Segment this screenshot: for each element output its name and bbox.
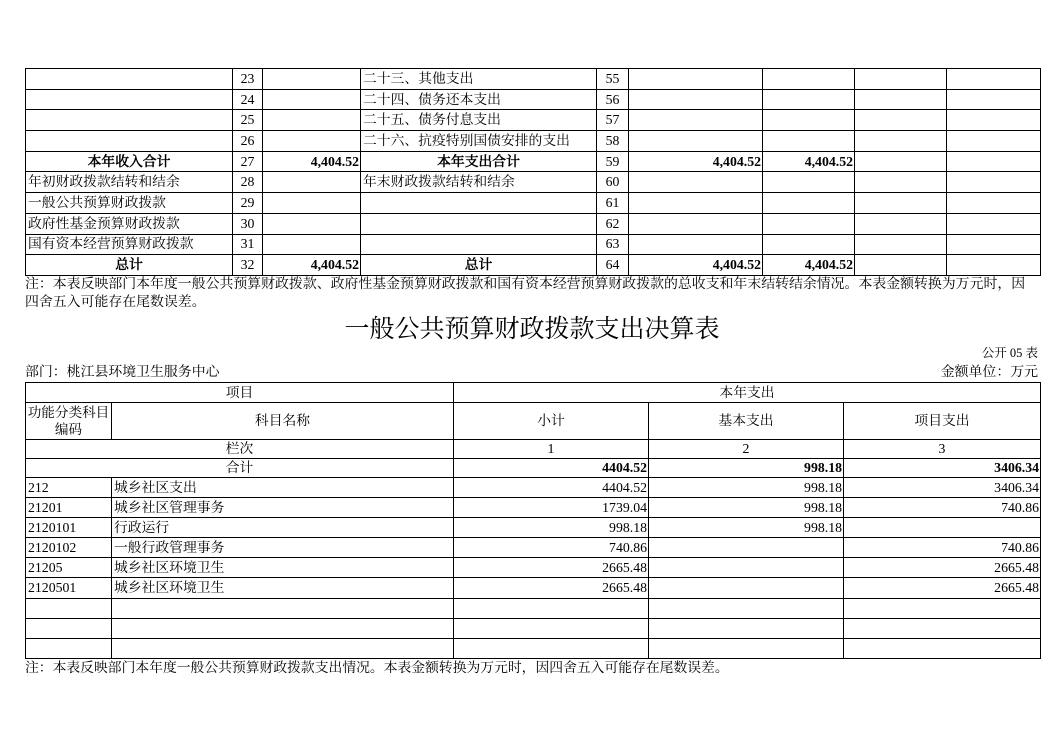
expense-amount-cell [629,234,763,255]
expense-amount-cell [763,193,855,214]
expense-item-cell: 二十三、其他支出 [361,69,597,90]
expense-amount-cell [947,89,1041,110]
expense-total-amount-cell [855,151,947,172]
column-index-cell: 2 [649,440,844,459]
page-title: 一般公共预算财政拨款支出决算表 [344,316,720,343]
table-row [26,578,1041,598]
subject-name-cell: 一般行政管理事务 [112,538,454,558]
expense-grand-total-amount-cell: 4,404.52 [763,255,855,276]
income-line-no-cell: 23 [233,69,263,90]
summary-table-note [25,276,1025,312]
income-expense-summary-table [25,68,1041,276]
summary-note-line: 注：本表反映部门本年度一般公共预算财政拨款、政府性基金预算财政拨款和国有资本经营预算财政拨款的总收支和年末结转结余情况。本表金额转换为万元时，因 [25,277,1026,292]
subject-name-cell: 城乡社区管理事务 [112,498,454,518]
column-index-cell: 1 [454,440,649,459]
subject-name-cell [112,638,454,658]
table-row [26,558,1041,578]
income-line-no-cell: 25 [233,110,263,131]
table-row [26,538,1041,558]
income-item-cell: 年初财政拨款结转和结余 [26,172,233,193]
basic-cell: 998.18 [649,478,844,498]
income-total-amount-cell: 4,404.52 [263,151,361,172]
expense-amount-cell [763,69,855,90]
table-row [26,638,1041,658]
header-project: 项目支出 [844,403,1041,440]
project-cell [844,518,1041,538]
subtotal-cell: 4404.52 [454,478,649,498]
expense-grand-total-amount-cell [855,255,947,276]
subject-code-cell: 2120101 [26,518,112,538]
income-line-no-cell: 30 [233,213,263,234]
basic-cell [649,618,844,638]
expense-item-cell: 二十四、债务还本支出 [361,89,597,110]
table-row [26,618,1041,638]
expense-grand-total-amount-cell [947,255,1041,276]
income-grand-total-amount-cell: 4,404.52 [263,255,361,276]
income-amount-cell [263,89,361,110]
subject-code-cell: 21205 [26,558,112,578]
summary-total-row [26,151,1041,172]
expense-table-note: 注：本表反映部门本年度一般公共预算财政拨款支出情况。本表金额转换为万元时，因四舍五入可能存在尾数误差。 [25,660,729,675]
expense-line-no-cell: 59 [597,151,629,172]
basic-cell: 998.18 [649,518,844,538]
expense-line-no-cell: 64 [597,255,629,276]
income-item-cell [26,131,233,152]
table-row [26,478,1041,498]
expense-amount-cell [629,131,763,152]
income-amount-cell [263,193,361,214]
income-item-cell: 政府性基金预算财政拨款 [26,213,233,234]
income-item-cell [26,69,233,90]
expense-grand-total-amount-cell: 4,404.52 [629,255,763,276]
subject-code-cell: 2120102 [26,538,112,558]
income-item-cell [26,89,233,110]
project-cell: 2665.48 [844,578,1041,598]
project-cell [844,618,1041,638]
expense-total-amount-cell: 4,404.52 [763,151,855,172]
subject-code-cell: 2120501 [26,578,112,598]
expense-amount-cell [763,110,855,131]
subtotal-cell [454,598,649,618]
subtotal-cell [454,638,649,658]
subject-code-cell: 212 [26,478,112,498]
summary-row [26,234,1041,255]
income-line-no-cell: 24 [233,89,263,110]
total-label: 合计 [26,459,454,478]
subject-name-cell [112,598,454,618]
column-index-cell: 3 [844,440,1041,459]
summary-row [26,213,1041,234]
header-item-group: 项目 [26,383,454,403]
income-item-cell: 国有资本经营预算财政拨款 [26,234,233,255]
summary-row [26,131,1041,152]
expense-amount-cell [763,89,855,110]
expense-amount-cell [629,110,763,131]
subject-name-cell: 城乡社区支出 [112,478,454,498]
expense-amount-cell [855,172,947,193]
expense-line-no-cell: 58 [597,131,629,152]
expense-amount-cell [855,213,947,234]
expense-item-cell [361,234,597,255]
department-label: 部门：桃江县环境卫生服务中心 [25,365,220,380]
project-cell: 740.86 [844,538,1041,558]
basic-cell [649,538,844,558]
income-line-no-cell: 32 [233,255,263,276]
expense-item-cell [361,193,597,214]
subject-name-cell: 城乡社区环境卫生 [112,558,454,578]
project-cell [844,598,1041,618]
expense-line-no-cell: 60 [597,172,629,193]
table-row [26,518,1041,538]
subject-name-cell: 城乡社区环境卫生 [112,578,454,598]
expense-line-no-cell: 61 [597,193,629,214]
subtotal-cell: 740.86 [454,538,649,558]
expense-amount-cell [629,69,763,90]
summary-row [26,172,1041,193]
expense-table [25,382,1041,659]
total-row [26,459,1041,478]
header-code: 功能分类科目编码 [26,403,112,440]
income-line-no-cell: 27 [233,151,263,172]
expense-amount-cell [629,193,763,214]
expense-line-no-cell: 57 [597,110,629,131]
income-grand-total-label-cell: 总计 [26,255,233,276]
summary-grand-total-row [26,255,1041,276]
income-item-cell: 一般公共预算财政拨款 [26,193,233,214]
expense-amount-cell [763,172,855,193]
income-amount-cell [263,110,361,131]
income-line-no-cell: 28 [233,172,263,193]
expense-item-cell: 年末财政拨款结转和结余 [361,172,597,193]
expense-amount-cell [855,110,947,131]
expense-amount-cell [629,89,763,110]
subject-code-cell: 21201 [26,498,112,518]
subject-code-cell [26,618,112,638]
expense-total-amount-cell: 4,404.52 [629,151,763,172]
expense-amount-cell [947,193,1041,214]
basic-cell [649,598,844,618]
form-code: 公开 05 表 [981,346,1038,360]
amount-unit-label: 金额单位：万元 [940,365,1038,380]
income-amount-cell [263,172,361,193]
income-line-no-cell: 26 [233,131,263,152]
expense-item-cell: 二十六、抗疫特别国债安排的支出 [361,131,597,152]
table-row [26,498,1041,518]
income-amount-cell [263,131,361,152]
expense-amount-cell [763,131,855,152]
subtotal-cell [454,618,649,638]
income-amount-cell [263,234,361,255]
project-cell [844,638,1041,658]
expense-amount-cell [947,213,1041,234]
subject-code-cell [26,638,112,658]
expense-amount-cell [855,89,947,110]
summary-row [26,193,1041,214]
summary-row [26,110,1041,131]
expense-total-amount-cell [947,151,1041,172]
total-subtotal-cell: 4404.52 [454,459,649,478]
subtotal-cell: 998.18 [454,518,649,538]
expense-amount-cell [855,234,947,255]
expense-amount-cell [629,172,763,193]
expense-amount-cell [947,110,1041,131]
project-cell: 3406.34 [844,478,1041,498]
column-index-label: 栏次 [26,440,454,459]
expense-amount-cell [855,69,947,90]
project-cell: 740.86 [844,498,1041,518]
expense-amount-cell [763,234,855,255]
expense-line-no-cell: 56 [597,89,629,110]
expense-amount-cell [947,172,1041,193]
expense-amount-cell [947,69,1041,90]
basic-cell [649,578,844,598]
income-amount-cell [263,69,361,90]
expense-amount-cell [855,193,947,214]
expense-item-cell: 二十五、债务付息支出 [361,110,597,131]
expense-amount-cell [629,213,763,234]
income-line-no-cell: 29 [233,193,263,214]
header-name: 科目名称 [112,403,454,440]
expense-amount-cell [763,213,855,234]
summary-note-line: 四舍五入可能存在尾数误差。 [25,295,206,310]
income-item-cell [26,110,233,131]
project-cell: 2665.48 [844,558,1041,578]
expense-line-no-cell: 63 [597,234,629,255]
expense-grand-total-label-cell: 总计 [361,255,597,276]
expense-total-label-cell: 本年支出合计 [361,151,597,172]
header-row [26,403,1041,440]
expense-item-cell [361,213,597,234]
subject-name-cell: 行政运行 [112,518,454,538]
total-project-cell: 3406.34 [844,459,1041,478]
column-index-row [26,440,1041,459]
expense-amount-cell [947,131,1041,152]
basic-cell [649,558,844,578]
income-amount-cell [263,213,361,234]
expense-line-no-cell: 62 [597,213,629,234]
basic-cell [649,638,844,658]
subtotal-cell: 1739.04 [454,498,649,518]
header-row [26,383,1041,403]
table-row [26,598,1041,618]
header-basic: 基本支出 [649,403,844,440]
subject-name-cell [112,618,454,638]
subject-code-cell [26,598,112,618]
header-current-year-group: 本年支出 [454,383,1041,403]
total-basic-cell: 998.18 [649,459,844,478]
expense-amount-cell [855,131,947,152]
summary-row [26,89,1041,110]
header-subtotal: 小计 [454,403,649,440]
expense-amount-cell [947,234,1041,255]
income-total-label-cell: 本年收入合计 [26,151,233,172]
basic-cell: 998.18 [649,498,844,518]
expense-line-no-cell: 55 [597,69,629,90]
subtotal-cell: 2665.48 [454,578,649,598]
subtotal-cell: 2665.48 [454,558,649,578]
summary-row [26,69,1041,90]
income-line-no-cell: 31 [233,234,263,255]
